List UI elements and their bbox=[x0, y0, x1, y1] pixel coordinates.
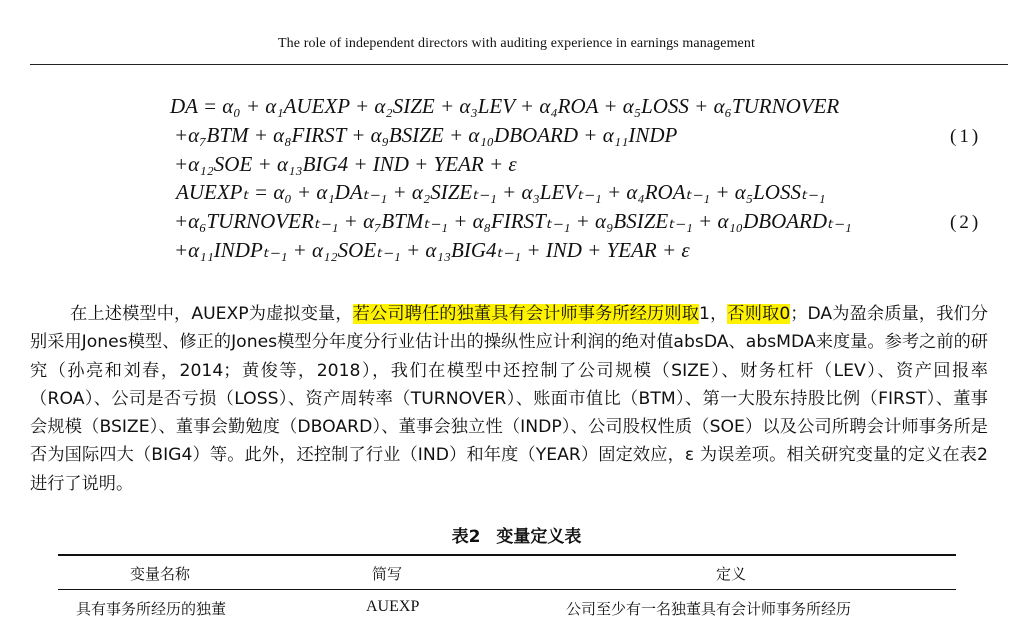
table-cell-definition: 公司至少有一名独董具有会计师事务所经历 bbox=[566, 600, 852, 618]
equation-line-2: +α₇BTM + α₈FIRST + α₉BSIZE + α₁₀DBOARD + α₁₁INDP bbox=[174, 123, 678, 147]
equation-line-5: +α₆TURNOVERₜ₋₁ + α₇BTMₜ₋₁ + α₈FIRSTₜ₋₁ + α₉BSIZEₜ₋₁ + α₁₀DBOARDₜ₋₁ bbox=[174, 209, 852, 233]
highlighted-text-2: 否则取0 bbox=[727, 304, 791, 324]
table-cell-abbr: AUEXP bbox=[366, 598, 420, 615]
equation-number-2: (2) bbox=[950, 212, 982, 233]
table-header-abbr: 简写 bbox=[372, 565, 403, 583]
table-cell-name: 具有事务所经历的独董 bbox=[76, 600, 227, 618]
table-label: 表2 bbox=[451, 527, 481, 547]
equation-line-3: +α₁₂SOE + α₁₃BIG4 + IND + YEAR + ε bbox=[174, 152, 517, 176]
body-paragraph bbox=[30, 300, 988, 498]
header-rule bbox=[30, 64, 1008, 65]
table-title: 变量定义表 bbox=[496, 527, 582, 547]
equation-line-4: AUEXPₜ = α₀ + α₁DAₜ₋₁ + α₂SIZEₜ₋₁ + α₃LEVₜ₋₁ + α₄ROAₜ₋₁ + α₅LOSSₜ₋₁ bbox=[176, 180, 826, 204]
table-header-definition: 定义 bbox=[716, 565, 747, 583]
equation-line-6: +α₁₁INDPₜ₋₁ + α₁₂SOEₜ₋₁ + α₁₃BIG4ₜ₋₁ + IND + YEAR + ε bbox=[174, 238, 690, 262]
paragraph-text-1: 在上述模型中，AUEXP为虚拟变量， bbox=[70, 304, 353, 324]
highlighted-text-1: 若公司聘任的独董具有会计师事务所经历则取 bbox=[352, 304, 700, 324]
table-top-rule bbox=[58, 554, 956, 556]
paragraph-text-2: 1， bbox=[699, 304, 728, 324]
running-title: The role of independent directors with auditing experience in earnings management bbox=[278, 36, 755, 51]
table-header-rule bbox=[58, 589, 956, 590]
paragraph-text-3: ；DA为盈余质量，我们分别采用Jones模型、修正的Jones模型分年度分行业估计出的操纵性应计利润的绝对值absDA、absMDA来度量。参考之前的研究（孙亮和刘春，2014；黄俊等，2018），我们在模型中还控制了公司规模（SIZE）、财务杠杆（LEV）、资产回报率（ROA）、公司是否亏损（LOSS）、资产周转率（TURNOVER）、账面市值比（BTM）、第一大股东持股比例（FIRST）、董事会规模（BSIZE）、董事会勤勉度（DBOARD）、董事会独立性（INDP）、公司股权性质（SOE）以及公司所聘会计师事务所是否为国际四大（BIG4）等。此外，还控制了行业（IND）和年度（YEAR）固定效应，ε 为误差项。相关研究变量的定义在表2进行了说明。 bbox=[30, 304, 989, 494]
equation-number-1: (1) bbox=[950, 126, 982, 147]
table-header-name: 变量名称 bbox=[130, 565, 191, 583]
equation-line-1: DA = α₀ + α₁AUEXP + α₂SIZE + α₃LEV + α₄ROA + α₅LOSS + α₆TURNOVER bbox=[170, 94, 840, 118]
table-caption bbox=[0, 522, 1033, 547]
